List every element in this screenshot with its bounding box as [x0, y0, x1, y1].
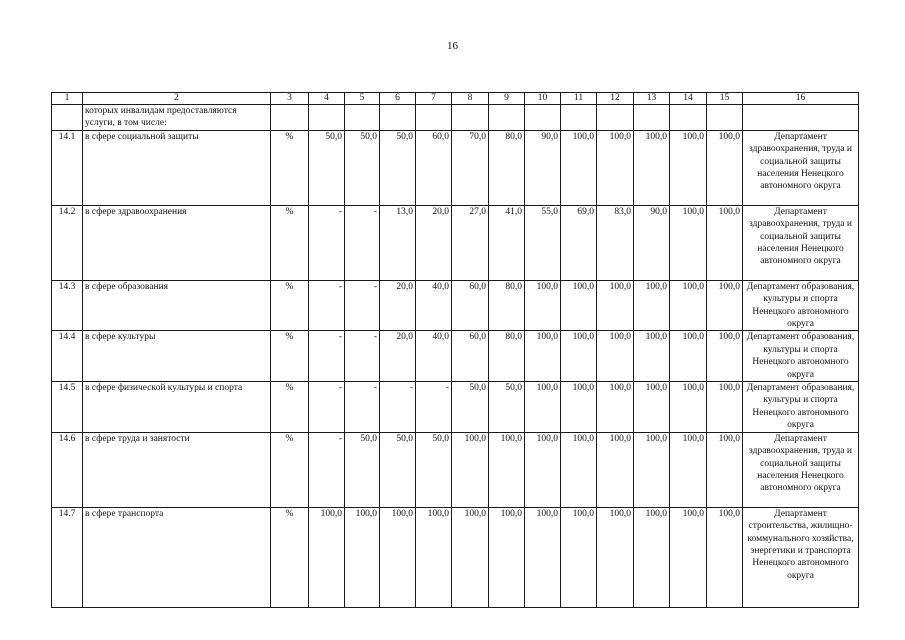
value-cell: 100,0	[634, 382, 670, 433]
value-cell: 60,0	[452, 280, 489, 331]
value-cell: 100,0	[707, 382, 743, 433]
value-cell: -	[309, 382, 345, 433]
table-row	[52, 280, 859, 331]
empty-cell	[489, 105, 525, 131]
row-unit: %	[271, 130, 309, 205]
value-cell: 50,0	[489, 382, 525, 433]
empty-cell	[271, 105, 309, 131]
value-cell: 100,0	[634, 432, 670, 507]
value-cell: 90,0	[525, 130, 561, 205]
value-cell: 100,0	[561, 382, 597, 433]
row-unit: %	[271, 382, 309, 433]
value-cell: 100,0	[707, 432, 743, 507]
responsible-department: Департамент здравоохранения, труда и социальной защиты населения Ненецкого автономного округа	[743, 432, 859, 507]
empty-cell	[345, 105, 380, 131]
row-number: 14.4	[52, 331, 83, 382]
table-row	[52, 507, 859, 607]
value-cell: 50,0	[416, 432, 452, 507]
responsible-department: Департамент образования, культуры и спорта Ненецкого автономного округа	[743, 280, 859, 331]
empty-cell	[380, 105, 416, 131]
empty-cell	[561, 105, 597, 131]
value-cell: -	[309, 432, 345, 507]
value-cell: 100,0	[597, 331, 634, 382]
row-number: 14.7	[52, 507, 83, 607]
value-cell: -	[345, 382, 380, 433]
column-number-13: 13	[634, 93, 670, 105]
value-cell: 13,0	[380, 205, 416, 280]
value-cell: 90,0	[634, 205, 670, 280]
row-unit: %	[271, 432, 309, 507]
column-number-9: 9	[489, 93, 525, 105]
column-number-row	[52, 93, 859, 105]
column-number-4: 4	[309, 93, 345, 105]
value-cell: 100,0	[670, 331, 707, 382]
row-description: в сфере социальной защиты	[83, 130, 271, 205]
value-cell: 20,0	[380, 280, 416, 331]
column-number-12: 12	[597, 93, 634, 105]
value-cell: 100,0	[489, 507, 525, 607]
row-description: в сфере здравоохранения	[83, 205, 271, 280]
column-number-5: 5	[345, 93, 380, 105]
value-cell: 100,0	[525, 331, 561, 382]
value-cell: 50,0	[380, 432, 416, 507]
value-cell: 100,0	[670, 130, 707, 205]
column-number-2: 2	[83, 93, 271, 105]
value-cell: -	[309, 205, 345, 280]
value-cell: 100,0	[561, 507, 597, 607]
empty-cell	[707, 105, 743, 131]
value-cell: 100,0	[561, 331, 597, 382]
row-unit: %	[271, 280, 309, 331]
value-cell: 27,0	[452, 205, 489, 280]
value-cell: 100,0	[525, 382, 561, 433]
value-cell: 100,0	[670, 205, 707, 280]
value-cell: 100,0	[416, 507, 452, 607]
empty-cell	[309, 105, 345, 131]
value-cell: 100,0	[561, 130, 597, 205]
row-description: в сфере физической культуры и спорта	[83, 382, 271, 433]
row-number: 14.5	[52, 382, 83, 433]
row-number: 14.3	[52, 280, 83, 331]
empty-cell	[416, 105, 452, 131]
value-cell: 50,0	[380, 130, 416, 205]
value-cell: 100,0	[707, 280, 743, 331]
value-cell: 100,0	[380, 507, 416, 607]
empty-cell	[597, 105, 634, 131]
column-number-6: 6	[380, 93, 416, 105]
responsible-department: Департамент здравоохранения, труда и социальной защиты населения Ненецкого автономного округа	[743, 130, 859, 205]
column-number-7: 7	[416, 93, 452, 105]
value-cell: 70,0	[452, 130, 489, 205]
value-cell: 100,0	[597, 382, 634, 433]
value-cell: -	[345, 205, 380, 280]
table-row	[52, 382, 859, 433]
value-cell: 100,0	[670, 382, 707, 433]
value-cell: 40,0	[416, 280, 452, 331]
row-unit: %	[271, 507, 309, 607]
value-cell: 60,0	[452, 331, 489, 382]
row-description: в сфере транспорта	[83, 507, 271, 607]
row-number: 14.1	[52, 130, 83, 205]
value-cell: 40,0	[416, 331, 452, 382]
page-number: 16	[447, 40, 458, 52]
table-row	[52, 205, 859, 280]
empty-cell	[525, 105, 561, 131]
value-cell: 69,0	[561, 205, 597, 280]
value-cell: 100,0	[597, 130, 634, 205]
value-cell: 100,0	[561, 280, 597, 331]
value-cell: 100,0	[634, 331, 670, 382]
value-cell: 20,0	[380, 331, 416, 382]
value-cell: 80,0	[489, 130, 525, 205]
value-cell: 100,0	[707, 130, 743, 205]
continuation-num-cell	[52, 105, 83, 131]
value-cell: 100,0	[525, 280, 561, 331]
value-cell: 100,0	[707, 331, 743, 382]
column-number-3: 3	[271, 93, 309, 105]
value-cell: 100,0	[634, 280, 670, 331]
row-description: в сфере труда и занятости	[83, 432, 271, 507]
column-number-16: 16	[743, 93, 859, 105]
value-cell: 100,0	[309, 507, 345, 607]
empty-cell	[452, 105, 489, 131]
value-cell: 20,0	[416, 205, 452, 280]
value-cell: -	[345, 331, 380, 382]
value-cell: -	[345, 280, 380, 331]
row-description: в сфере образования	[83, 280, 271, 331]
value-cell: -	[309, 280, 345, 331]
value-cell: 50,0	[345, 432, 380, 507]
value-cell: 100,0	[489, 432, 525, 507]
value-cell: 100,0	[525, 432, 561, 507]
responsible-department: Департамент образования, культуры и спорта Ненецкого автономного округа	[743, 382, 859, 433]
row-number: 14.6	[52, 432, 83, 507]
value-cell: 100,0	[634, 130, 670, 205]
value-cell: 100,0	[707, 205, 743, 280]
value-cell: -	[380, 382, 416, 433]
value-cell: 80,0	[489, 280, 525, 331]
value-cell: 100,0	[345, 507, 380, 607]
table-row	[52, 130, 859, 205]
value-cell: 100,0	[597, 432, 634, 507]
value-cell: 100,0	[634, 507, 670, 607]
value-cell: 50,0	[309, 130, 345, 205]
table-row	[52, 432, 859, 507]
row-number: 14.2	[52, 205, 83, 280]
value-cell: 60,0	[416, 130, 452, 205]
row-unit: %	[271, 331, 309, 382]
row-description: в сфере культуры	[83, 331, 271, 382]
value-cell: 41,0	[489, 205, 525, 280]
value-cell: 100,0	[670, 280, 707, 331]
column-number-15: 15	[707, 93, 743, 105]
value-cell: 100,0	[561, 432, 597, 507]
column-number-8: 8	[452, 93, 489, 105]
value-cell: 100,0	[452, 507, 489, 607]
value-cell: -	[416, 382, 452, 433]
value-cell: 100,0	[670, 507, 707, 607]
responsible-department: Департамент строительства, жилищно-коммунального хозяйства, энергетики и транспорта Ненецкого автономного округа	[743, 507, 859, 607]
value-cell: 100,0	[452, 432, 489, 507]
empty-cell	[743, 105, 859, 131]
value-cell: 100,0	[525, 507, 561, 607]
value-cell: 100,0	[597, 507, 634, 607]
value-cell: -	[309, 331, 345, 382]
empty-cell	[634, 105, 670, 131]
value-cell: 100,0	[670, 432, 707, 507]
continuation-row	[52, 105, 859, 131]
value-cell: 83,0	[597, 205, 634, 280]
column-number-10: 10	[525, 93, 561, 105]
table-row	[52, 331, 859, 382]
column-number-1: 1	[52, 93, 83, 105]
value-cell: 100,0	[597, 280, 634, 331]
value-cell: 80,0	[489, 331, 525, 382]
value-cell: 50,0	[452, 382, 489, 433]
empty-cell	[670, 105, 707, 131]
responsible-department: Департамент здравоохранения, труда и социальной защиты населения Ненецкого автономного округа	[743, 205, 859, 280]
value-cell: 55,0	[525, 205, 561, 280]
continuation-desc: которых инвалидам предоставляются услуги, в том числе:	[83, 105, 271, 131]
column-number-11: 11	[561, 93, 597, 105]
row-unit: %	[271, 205, 309, 280]
indicators-table	[51, 92, 859, 608]
column-number-14: 14	[670, 93, 707, 105]
value-cell: 100,0	[707, 507, 743, 607]
value-cell: 50,0	[345, 130, 380, 205]
responsible-department: Департамент образования, культуры и спорта Ненецкого автономного округа	[743, 331, 859, 382]
